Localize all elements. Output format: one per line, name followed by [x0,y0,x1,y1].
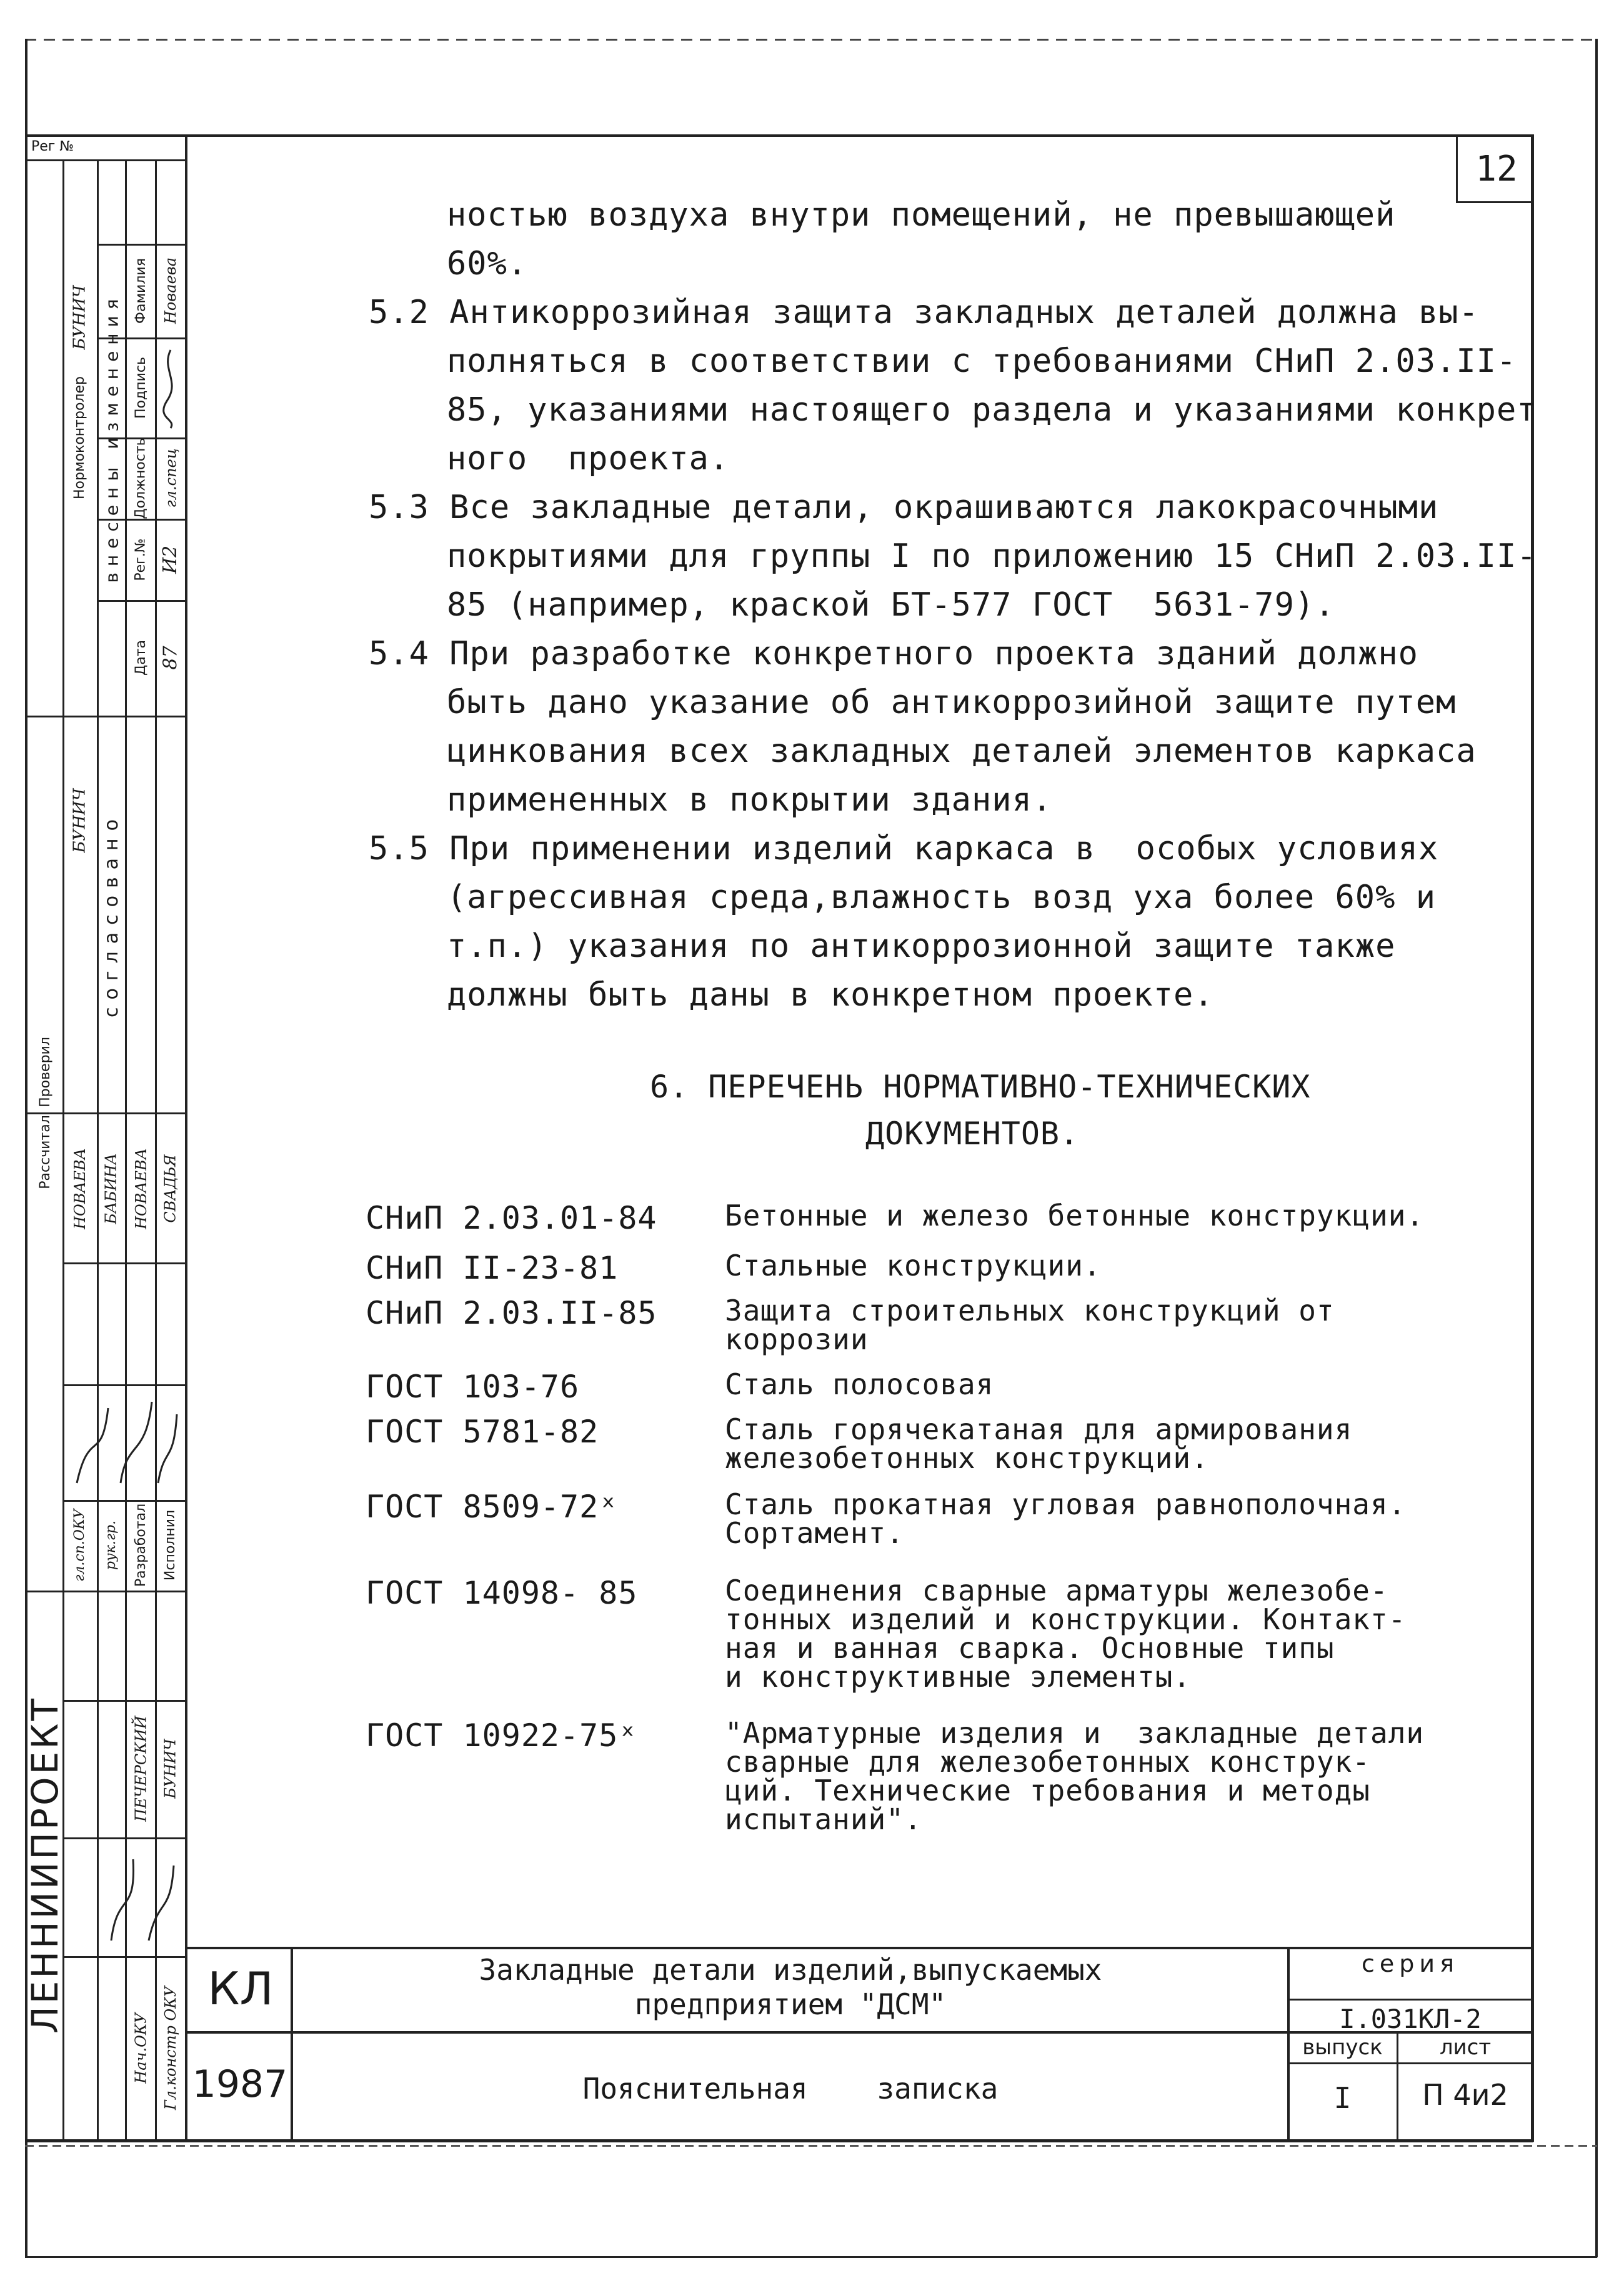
change-date: 87 [159,646,182,670]
body-line-13: примененных в покрытии здания. [447,781,1053,819]
name-developer: НОВАЕВА [132,1147,150,1229]
body-line-7: 5.3 Все закладные детали, окрашиваются лакокрасочными [369,489,1439,526]
body-line-5: 85, указаниями настоящего раздела и указаниями конкрет [447,391,1537,429]
main-frame-top [27,134,1533,137]
reference-description: Сталь горячекатаная для армирования железобетонных конструкций. [725,1412,1353,1475]
lower-dashed-rule [25,2145,1597,2147]
series-value: I.031КЛ-2 [1339,2004,1482,2034]
name-chief-designer: БУНИЧ [162,1739,180,1799]
main-frame-right [1531,134,1534,2142]
changes-person: БУНИЧ [70,285,89,350]
organization-name: ЛЕННИИПРОЕКТ [24,1696,67,2034]
body-line-11: быть дано указание об антикоррозийной защите путем [447,684,1457,721]
reference-description: "Арматурные изделия и закладные детали сварные для железобетонных конструк- ций. Технические требования и методы испытаний". [725,1716,1425,1836]
change-signature [156,337,185,437]
body-line-3: 5.2 Антикоррозийная защита закладных деталей должна вы- [369,294,1479,331]
body-line-10: 5.4 При разработке конкретного проекта зданий должно [369,635,1418,672]
column-header-reg: Рег.№ [133,537,149,581]
name-executor: СВАДЬЯ [162,1154,179,1223]
page-number: 12 [1475,149,1518,189]
column-header-position: Должность [133,437,149,519]
role-chief-specialist: гл.сп.ОКУ [72,1509,88,1582]
reference-code: СНиП II-23-81 [366,1250,619,1286]
issue-label: выпуск [1302,2035,1383,2060]
role-executed: Исполнил [162,1509,179,1581]
body-line-17: должны быть даны в конкретном проекте. [447,976,1214,1014]
change-surname: Новаева [162,257,180,324]
top-dashed-rule [25,39,1600,41]
drawing-mark-kl: КЛ [207,1962,274,2015]
reference-code: ГОСТ 5781-82 [366,1414,599,1450]
norm-controller-label: Нормоконтролер [72,376,87,499]
agreed-person: БУНИЧ [70,788,89,853]
body-line-1: ностью воздуха внутри помещений, не превышающей [447,196,1396,234]
column-header-signature: Подпись [133,356,149,419]
reference-description: Сталь прокатная угловая равнополочная. Сортамент. [725,1487,1407,1550]
reference-description: Соединения сварные арматуры железобе- тонных изделий и конструкции. Контакт- ная и ванная сварка. Основные типы и конструктивные элементы. [725,1574,1407,1694]
title-line-2: предприятием "ДСМ" [634,1987,947,2021]
role-group-head: рук.гр. [103,1520,119,1571]
body-line-8: покрытиями для группы I по приложению 15 СНиП 2.03.II- [447,537,1537,575]
bottom-rule [25,2256,1597,2258]
series-label: серия [1362,1950,1459,1977]
reg-number-label: Рег № [31,139,74,154]
reference-description: Бетонные и железо бетонные конструкции. [725,1199,1425,1232]
name-group-head: БАБИНА [102,1152,120,1224]
role-checked: Проверил [37,1036,53,1107]
body-line-2: 60%. [447,245,528,282]
body-line-6: ного проекта. [447,440,730,477]
section-6-heading-line-1: 6. ПЕРЕЧЕНЬ НОРМАТИВНО-ТЕХНИЧЕСКИХ [650,1069,1311,1105]
sheet-label: лист [1439,2035,1492,2060]
signatures-mid [62,1384,185,1500]
name-department-head: ПЕЧЕРСКИЙ [132,1716,150,1822]
sheet-subtitle: Пояснительная записка [582,2072,999,2106]
drawing-year: 1987 [192,2062,288,2106]
reference-code: ГОСТ 14098- 85 [366,1575,638,1611]
reference-code: ГОСТ 8509-72ˣ [366,1489,619,1525]
title-line-1: Закладные детали изделий,выпускаемых [479,1953,1102,1987]
issue-value: I [1333,2081,1352,2115]
body-line-14: 5.5 При применении изделий каркаса в особых условиях [369,830,1439,867]
reference-description: Защита строительных конструкций от коррозии [725,1294,1335,1356]
changes-header: внесены изменения [101,292,122,583]
signatures-bottom [97,1837,185,1956]
role-calculated: Рассчитал [37,1114,53,1189]
column-header-date: Дата [133,640,149,676]
change-position: гл.спец [162,448,180,508]
reference-description: Сталь полосовая [725,1367,994,1401]
change-reg-number: И2 [159,545,182,574]
reference-code: СНиП 2.03.II-85 [366,1295,657,1331]
role-department-head: Нач.ОКУ [132,2012,150,2084]
body-line-4: полняться в соответствии с требованиями СНиП 2.03.II- [447,342,1517,380]
reference-code: СНиП 2.03.01-84 [366,1200,657,1236]
section-6-heading-line-2: ДОКУМЕНТОВ. [865,1116,1080,1152]
body-line-9: 85 (например, краской БТ-577 ГОСТ 5631-79). [447,586,1335,624]
side-stamp-right-edge [185,134,187,2142]
name-chief-specialist: НОВАЕВА [71,1147,89,1229]
frame-right-edge [1595,39,1598,2257]
page-number-box-left [1456,134,1458,203]
reference-code: ГОСТ 103-76 [366,1369,580,1405]
reference-description: Стальные конструкции. [725,1249,1102,1282]
body-line-16: т.п.) указания по антикоррозионной защите также [447,927,1396,965]
role-developed: Разработал [133,1503,149,1587]
column-header-surname: Фамилия [133,257,149,324]
sheet-value: П 4и2 [1422,2078,1508,2112]
reference-code: ГОСТ 10922-75ˣ [366,1717,638,1754]
page-number-box-bottom [1456,201,1532,203]
main-frame-bottom [27,2139,1533,2142]
agreed-header: согласовано [101,811,123,1017]
role-chief-designer: Гл.констр ОКУ [162,1986,179,2110]
body-line-15: (агрессивная среда,влажность возд уха более 60% и [447,879,1437,916]
body-line-12: цинкования всех закладных деталей элементов каркаса [447,732,1477,770]
